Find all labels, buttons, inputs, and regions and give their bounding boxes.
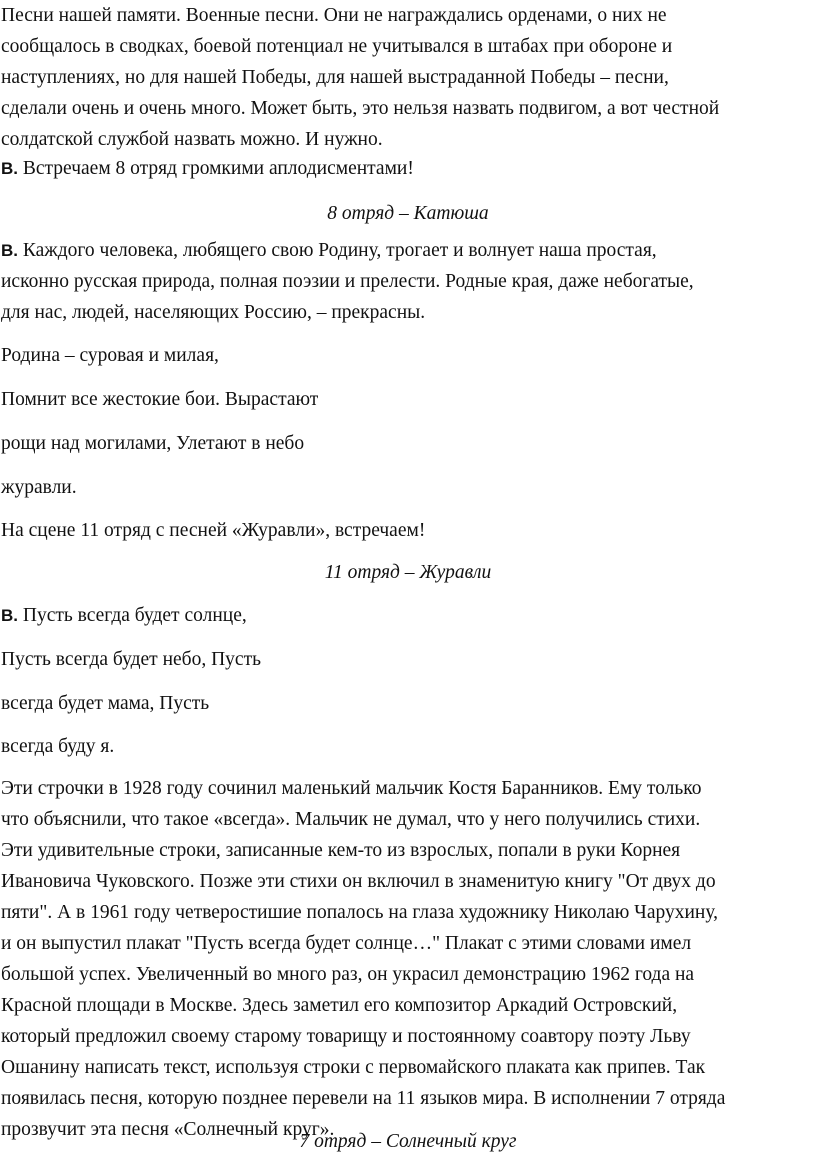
homeland-line <box>1 235 813 266</box>
poem-sun-line <box>1 600 813 631</box>
story-line: Красной площади в Москве. Здесь заметил его композитор Аркадий Островский, <box>1 995 678 1016</box>
story-line: что объяснили, что такое «всегда». Мальчик не думал, что у него получились стихи. <box>1 809 701 830</box>
story-line: появилась песня, которую позднее перевели на 11 языков мира. В исполнении 7 отряда <box>1 1088 726 1109</box>
story-line: который предложил своему старому товарищу и постоянному соавтору поэту Льву <box>1 1026 691 1047</box>
song-title-8: 8 отряд – Катюша <box>327 203 489 224</box>
song-title-7: 7 отряд – Солнечный круг <box>299 1131 517 1152</box>
poem-sun-text: Пусть всегда будет солнце, <box>22 605 247 626</box>
homeland-paragraph <box>1 235 813 328</box>
poem-sun-line: Пусть всегда будет небо, Пусть <box>1 649 261 670</box>
intro-paragraph <box>1 0 813 155</box>
poem-cranes-line: Помнит все жестокие бои. Вырастают <box>1 389 319 410</box>
story-line: и он выпустил плакат "Пусть всегда будет солнце…" Плакат с этими словами имел <box>1 933 692 954</box>
poem-cranes-line: журавли. <box>1 477 77 498</box>
speaker-label: В. <box>1 606 18 625</box>
intro-line: солдатской службой назвать можно. И нужно. <box>1 129 383 150</box>
welcome-11-paragraph: На сцене 11 отряд с песней «Журавли», встречаем! <box>1 520 426 541</box>
intro-line: Песни нашей памяти. Военные песни. Они не награждались орденами, о них не <box>1 5 667 26</box>
intro-line: сообщалось в сводках, боевой потенциал не учитывался в штабах при обороне и <box>1 36 673 57</box>
welcome-8-text: Встречаем 8 отряд громкими аплодисментами! <box>22 158 414 179</box>
poem-cranes-line: Родина – суровая и милая, <box>1 345 219 366</box>
poem-sun-line: всегда будет мама, Пусть <box>1 693 210 714</box>
story-line: пяти". А в 1961 году четверостишие попалось на глаза художнику Николаю Чарухину, <box>1 902 719 923</box>
story-line: Эти удивительные строки, записанные кем-то из взрослых, попали в руки Корнея <box>1 840 681 861</box>
poem-cranes-line: рощи над могилами, Улетают в небо <box>1 433 305 454</box>
story-line: Эти строчки в 1928 году сочинил маленький мальчик Костя Баранников. Ему только <box>1 778 702 799</box>
story-line: прозвучит эта песня «Солнечный круг». <box>1 1119 335 1140</box>
homeland-line: для нас, людей, населяющих Россию, – прекрасны. <box>1 302 426 323</box>
homeland-line-text: Каждого человека, любящего свою Родину, трогает и волнует наша простая, <box>22 240 657 261</box>
speaker-label: В. <box>1 241 18 260</box>
welcome-8-paragraph <box>1 153 813 184</box>
speaker-label: В. <box>1 159 18 178</box>
story-line: Ивановича Чуковского. Позже эти стихи он включил в знаменитую книгу "От двух до <box>1 871 716 892</box>
story-line: Ошанину написать текст, используя строки с первомайского плаката как припев. Так <box>1 1057 706 1078</box>
homeland-line: исконно русская природа, полная поэзии и прелести. Родные края, даже небогатые, <box>1 271 694 292</box>
poem-sun-line: всегда буду я. <box>1 736 115 757</box>
intro-line: сделали очень и очень много. Может быть, это нельзя назвать подвигом, а вот честной <box>1 98 720 119</box>
intro-line: наступлениях, но для нашей Победы, для нашей выстраданной Победы – песни, <box>1 67 669 88</box>
song-title-11: 11 отряд – Журавли <box>324 562 492 583</box>
story-paragraph <box>1 773 813 1145</box>
story-line: большой успех. Увеличенный во много раз, он украсил демонстрацию 1962 года на <box>1 964 695 985</box>
